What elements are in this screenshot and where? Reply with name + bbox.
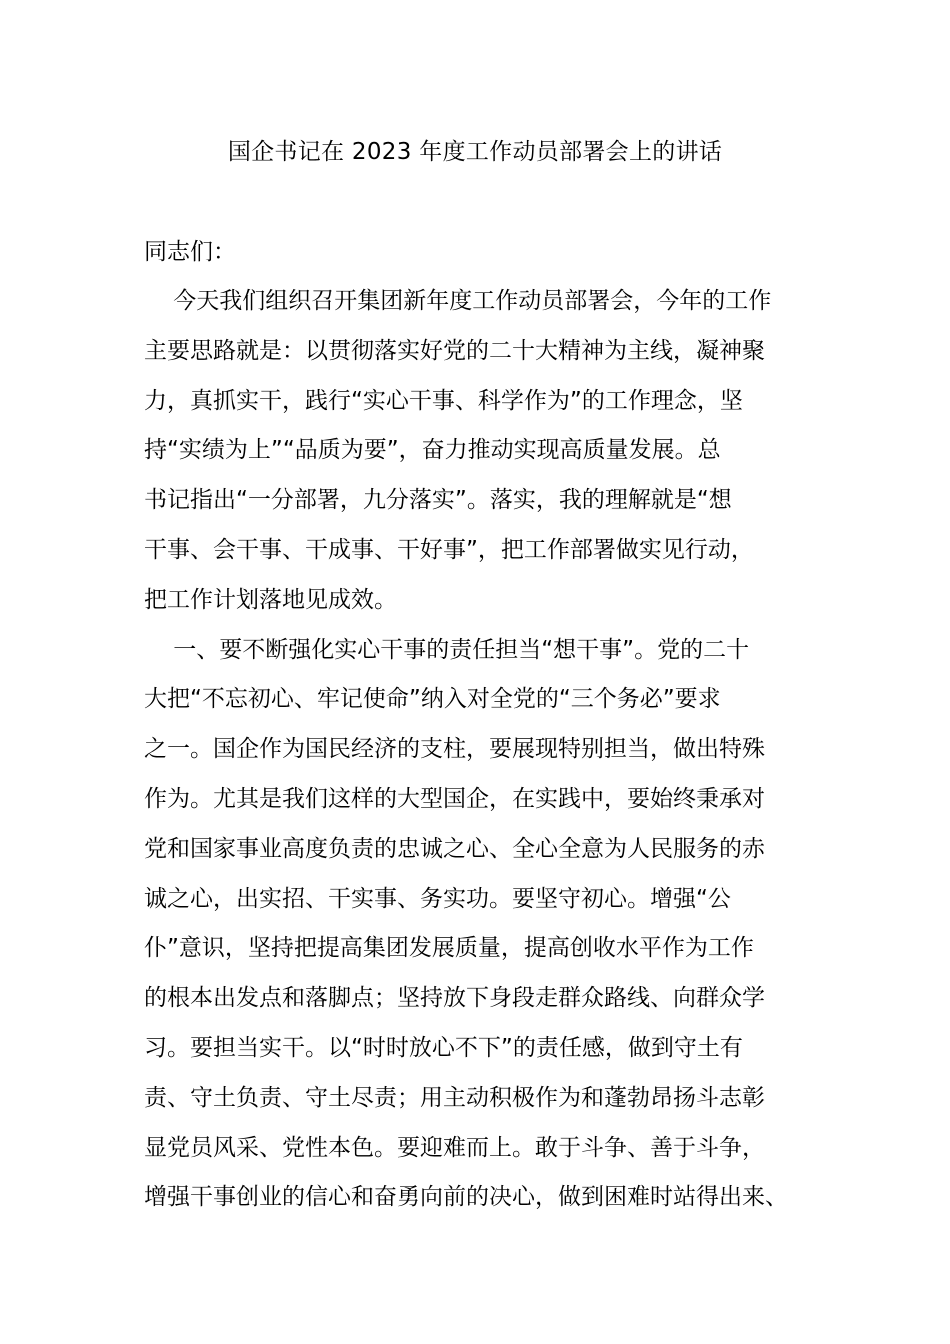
text-line: 党和国家事业高度负责的忠诚之心、全心全意为人民服务的赤: [144, 835, 765, 862]
text-line: 诚之心，出实招、干实事、务实功。要坚守初心。增强“公: [144, 885, 731, 912]
document-title: 国企书记在 2023 年度工作动员部署会上的讲话: [227, 139, 723, 165]
text-line: 仆”意识，坚持把提高集团发展质量，提高创收水平作为工作: [144, 935, 754, 962]
text-line: 今天我们组织召开集团新年度工作动员部署会，今年的工作: [144, 288, 772, 314]
text-line: 一、要不断强化实心干事的责任担当“想干事”。党的二十: [144, 636, 750, 663]
text-line: 持“实绩为上”“品质为要”，奋力推动实现高质量发展。总: [144, 437, 721, 464]
text-line: 干事、会干事、干成事、干好事”，把工作部署做实见行动，: [144, 536, 754, 563]
salutation: 同志们：: [144, 239, 236, 265]
text-line: 显党员风采、党性本色。要迎难而上。敢于斗争、善于斗争，: [144, 1134, 765, 1161]
text-line: 力，真抓实干，践行“实心干事、科学作为”的工作理念，坚: [144, 387, 743, 414]
text-line: 之一。国企作为国民经济的支柱，要展现特别担当，做出特殊: [144, 736, 765, 763]
text-line: 作为。尤其是我们这样的大型国企，在实践中，要始终秉承对: [144, 785, 765, 812]
body-text: [144, 285, 824, 1231]
text-line: 主要思路就是：以贯彻落实好党的二十大精神为主线，凝神聚: [144, 337, 765, 364]
text-line: 书记指出“一分部署，九分落实”。落实，我的理解就是“想: [144, 487, 732, 514]
text-line: 的根本出发点和落脚点；坚持放下身段走群众路线、向群众学: [144, 985, 765, 1012]
text-line: 大把“不忘初心、牢记使命”纳入对全党的“三个务必”要求: [144, 686, 721, 713]
text-line: 增强干事创业的信心和奋勇向前的决心，做到困难时站得出来、: [144, 1184, 788, 1211]
text-line: 责、守土负责、守土尽责；用主动积极作为和蓬勃昂扬斗志彰: [144, 1084, 765, 1111]
text-line: 习。要担当实干。以“时时放心不下”的责任感，做到守土有: [144, 1034, 743, 1061]
text-line: 把工作计划落地见成效。: [144, 586, 397, 613]
